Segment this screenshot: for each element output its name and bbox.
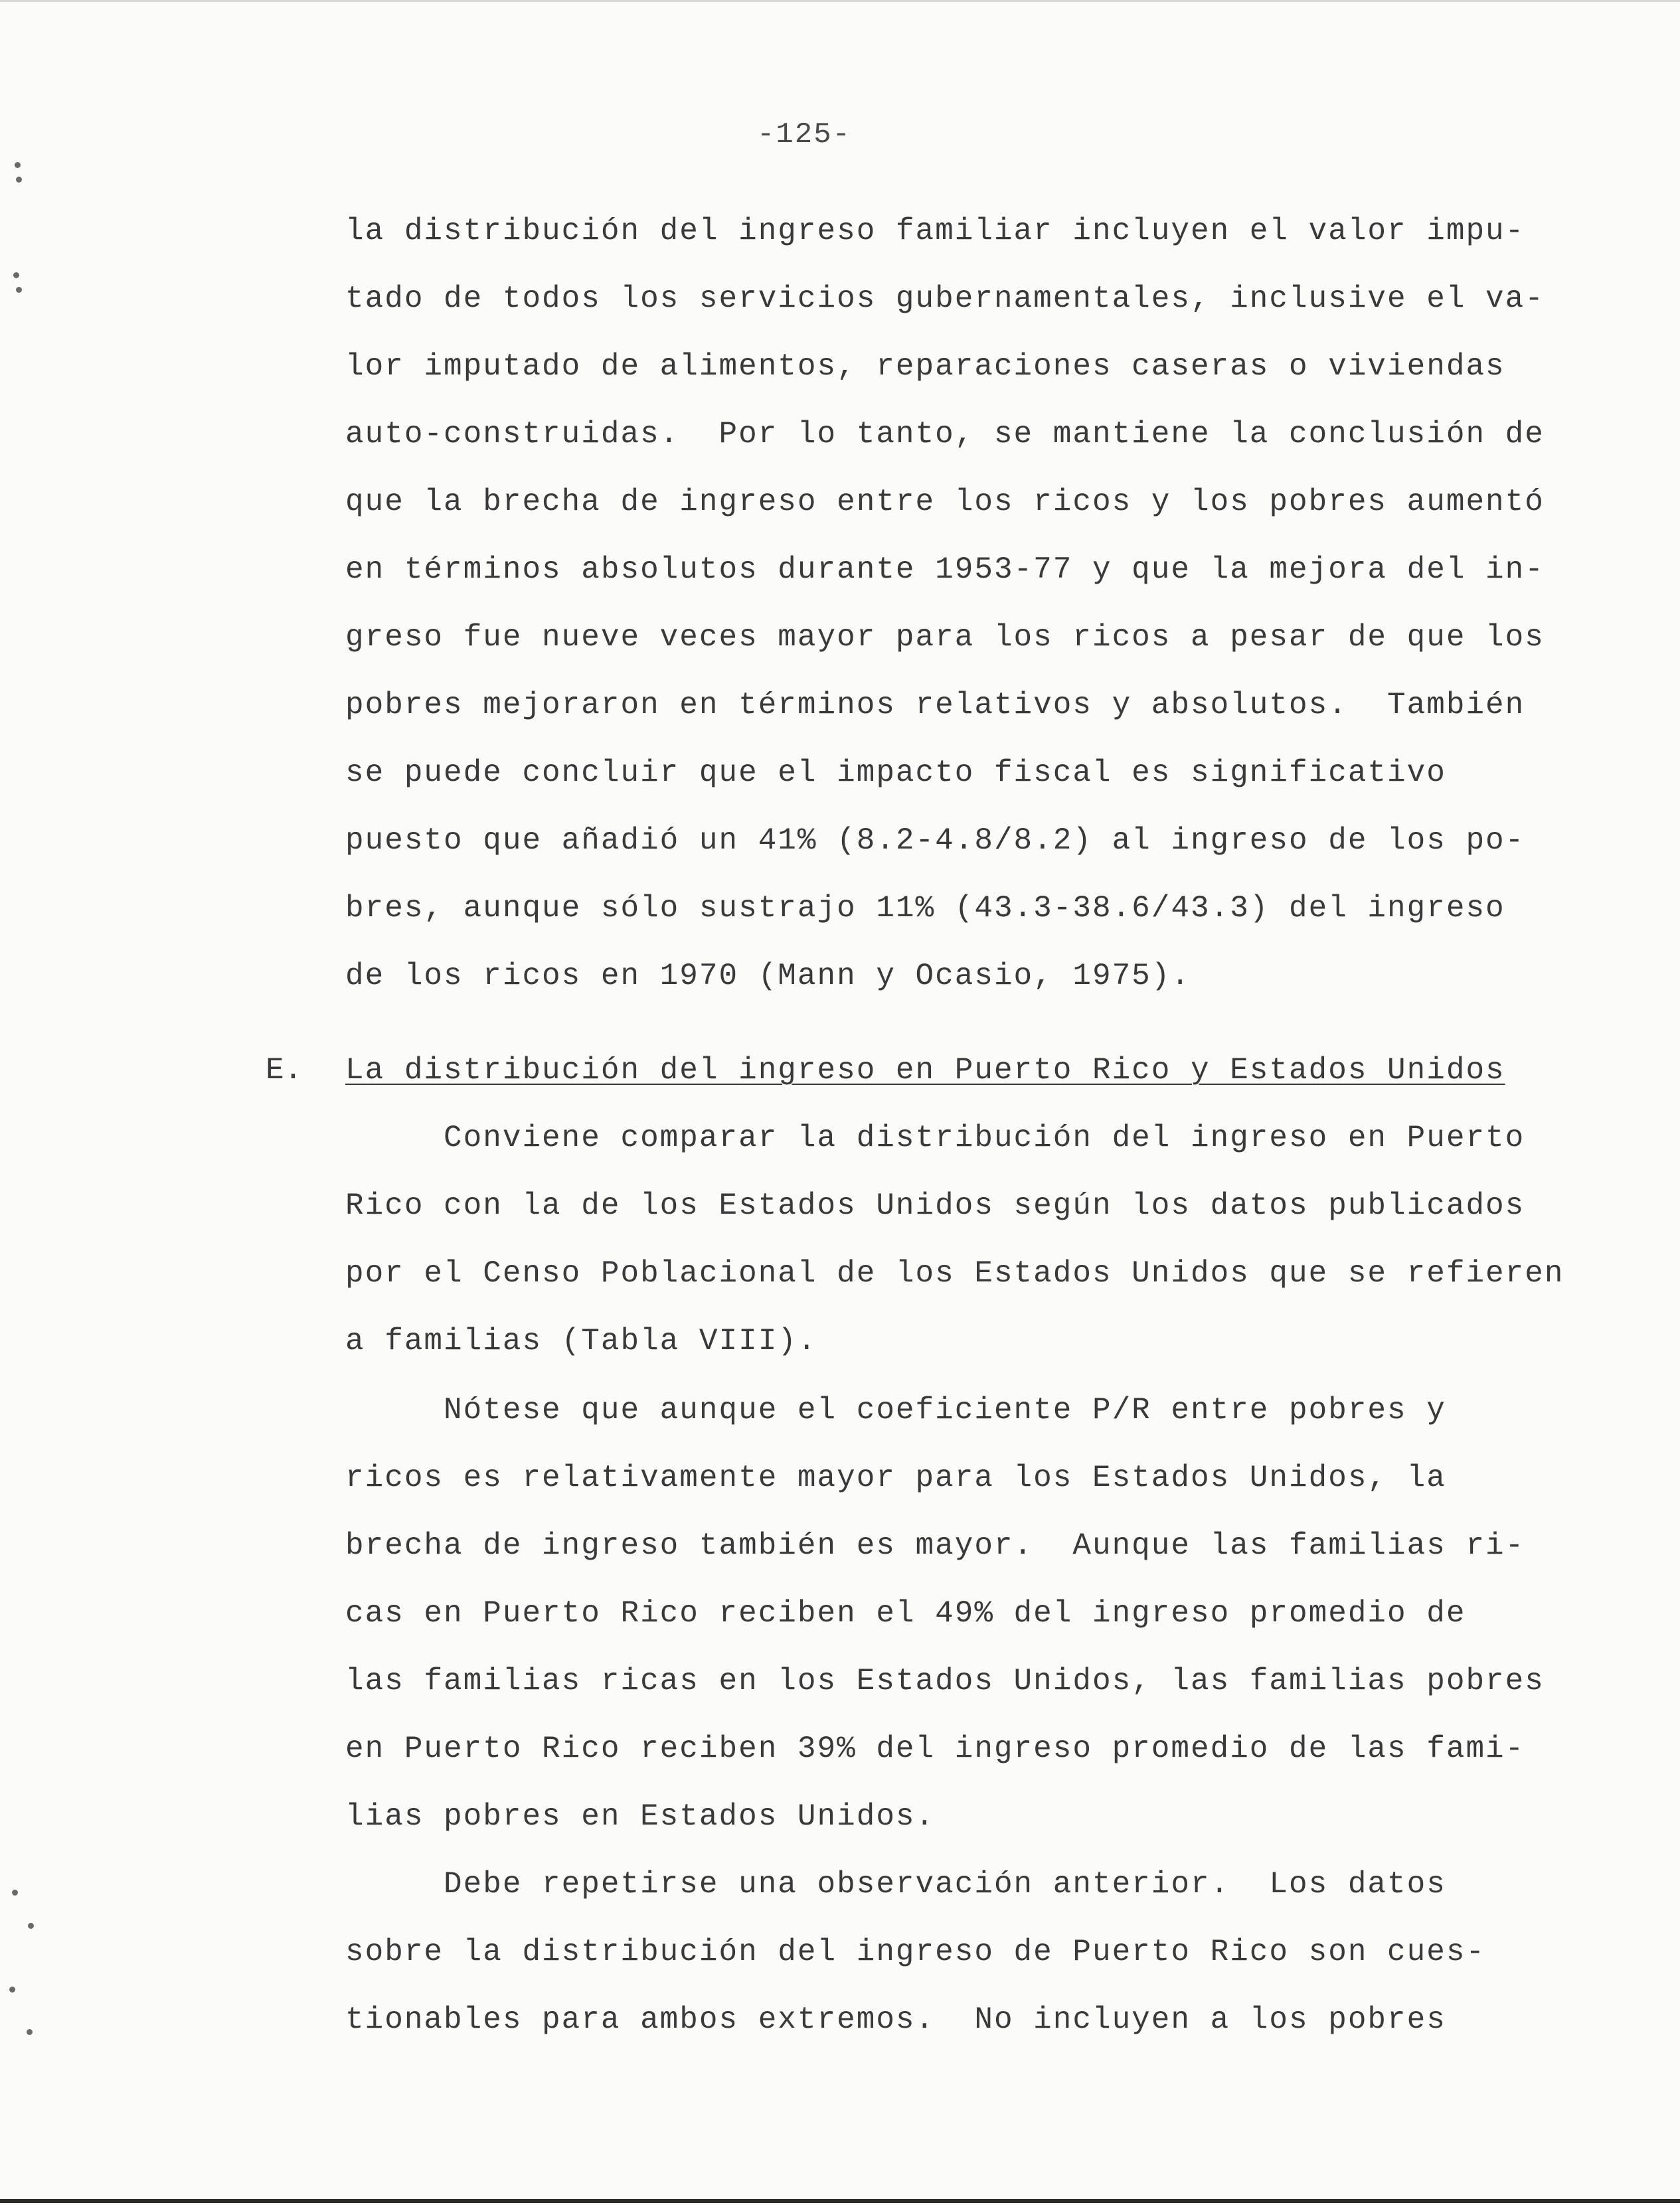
body-text-line: las familias ricas en los Estados Unidos, las familias pobres xyxy=(345,1664,1545,1698)
body-text-line: se puede concluir que el impacto fiscal es significativo xyxy=(345,756,1446,790)
body-text-line: Rico con la de los Estados Unidos según los datos publicados xyxy=(345,1188,1525,1223)
body-text-line: lor imputado de alimentos, reparaciones caseras o viviendas xyxy=(345,349,1505,384)
body-text-line: Nótese que aunque el coeficiente P/R entre pobres y xyxy=(345,1393,1446,1428)
body-text-line: en términos absolutos durante 1953-77 y que la mejora del in- xyxy=(345,552,1545,587)
body-text-line: la distribución del ingreso familiar incluyen el valor impu- xyxy=(345,214,1525,248)
scan-speck xyxy=(27,2029,33,2035)
scan-speck xyxy=(28,1923,34,1929)
scan-speck xyxy=(16,287,22,293)
scan-speck xyxy=(12,1890,18,1896)
body-text-line: tionables para ambos extremos. No incluyen a los pobres xyxy=(345,2002,1446,2037)
scan-top-edge xyxy=(0,0,1680,2)
body-text-line: por el Censo Poblacional de los Estados Unidos que se refieren xyxy=(345,1256,1564,1291)
section-heading: La distribución del ingreso en Puerto Rico y Estados Unidos xyxy=(345,1053,1505,1088)
body-text-line: sobre la distribución del ingreso de Puerto Rico son cues- xyxy=(345,1935,1486,1969)
body-text-line: auto-construidas. Por lo tanto, se mantiene la conclusión de xyxy=(345,417,1545,451)
page-number: -125- xyxy=(757,118,852,151)
body-text-line: en Puerto Rico reciben 39% del ingreso promedio de las fami- xyxy=(345,1732,1525,1766)
body-text-line: que la brecha de ingreso entre los ricos y los pobres aumentó xyxy=(345,485,1545,519)
body-text-line: bres, aunque sólo sustrajo 11% (43.3-38.6/43.3) del ingreso xyxy=(345,891,1505,926)
scan-speck xyxy=(9,1987,15,1993)
body-text-line: lias pobres en Estados Unidos. xyxy=(345,1799,936,1834)
body-text-line: pobres mejoraron en términos relativos y absolutos. También xyxy=(345,688,1525,722)
body-text-line: a familias (Tabla VIII). xyxy=(345,1324,817,1358)
body-text-line: de los ricos en 1970 (Mann y Ocasio, 1975). xyxy=(345,959,1191,993)
scan-speck xyxy=(16,177,22,183)
body-text-line: ricos es relativamente mayor para los Estados Unidos, la xyxy=(345,1461,1446,1495)
body-text-line: Debe repetirse una observación anterior. Los datos xyxy=(345,1867,1446,1902)
body-text-line: greso fue nueve veces mayor para los ricos a pesar de que los xyxy=(345,620,1545,655)
body-text-line: cas en Puerto Rico reciben el 49% del ingreso promedio de xyxy=(345,1596,1466,1631)
body-text-line: brecha de ingreso también es mayor. Aunque las familias ri- xyxy=(345,1528,1525,1563)
scan-speck xyxy=(15,162,21,168)
body-text-line: Conviene comparar la distribución del ingreso en Puerto xyxy=(345,1121,1525,1155)
body-text-line: puesto que añadió un 41% (8.2-4.8/8.2) al ingreso de los po- xyxy=(345,823,1525,858)
scan-speck xyxy=(13,272,19,278)
section-marker: E. xyxy=(266,1053,303,1088)
scan-bottom-edge xyxy=(0,2199,1680,2203)
body-text-line: tado de todos los servicios gubernamentales, inclusive el va- xyxy=(345,282,1545,316)
